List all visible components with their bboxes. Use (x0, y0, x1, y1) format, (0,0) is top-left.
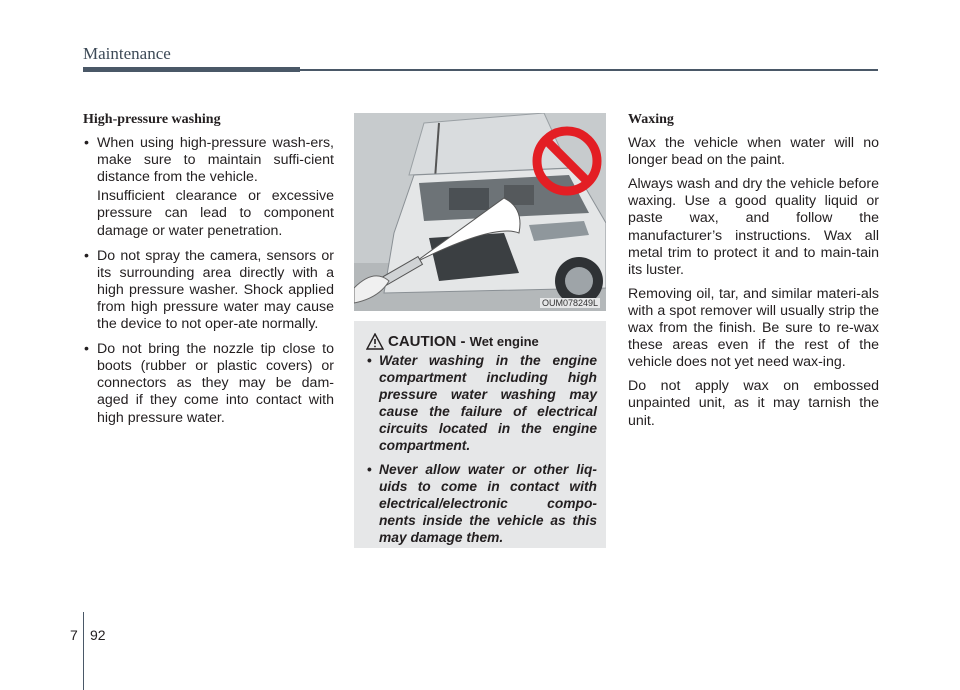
caution-title: CAUTION - (388, 333, 466, 350)
car-wash-drawing (354, 113, 606, 311)
header-rule-thin (300, 69, 878, 71)
waxing-paragraph: Removing oil, tar, and similar materi-als with a spot remover will usually strip the wax from the finish. Be sure to re-wax these areas even if the rest of the vehicle does not yet need wax-ing. (628, 285, 879, 371)
right-column (628, 111, 879, 437)
engine-wash-illustration (354, 113, 606, 311)
caution-heading (388, 333, 539, 350)
page-number: 92 (90, 627, 106, 643)
chapter-number: 7 (70, 627, 78, 643)
high-pressure-washing-heading: High-pressure washing (83, 112, 221, 127)
bullet-item: • When using high-pressure wash-ers, make sure to maintain suffi-cient distance from the vehicle. (83, 135, 334, 186)
header-rule-thick (83, 67, 300, 72)
bullet-sub-paragraph: Insufficient clearance or excessive pressure can lead to component damage or water penetration. (97, 188, 334, 239)
figure-code: OUM078249L (542, 298, 599, 308)
caution-box (354, 321, 606, 548)
section-header-title: Maintenance (83, 44, 171, 63)
waxing-paragraph: Wax the vehicle when water will no longer bead on the paint. (628, 135, 879, 169)
caution-triangle-icon (366, 333, 384, 350)
waxing-heading: Waxing (628, 112, 674, 127)
footer-divider (83, 612, 84, 690)
caution-item: • Water washing in the engine compartment including high pressure water washing may cause the failure of electrical circuits located in the engine compartment. (367, 353, 597, 454)
caution-item: • Never allow water or other liq-uids to come in contact with electrical/electronic compo-nents inside the vehicle as this may damage them. (367, 462, 597, 547)
caution-body (367, 353, 597, 555)
left-column (83, 111, 334, 435)
waxing-paragraph: Do not apply wax on embossed unpainted unit, as it may tarnish the unit. (628, 378, 879, 429)
waxing-paragraph: Always wash and dry the vehicle before waxing. Use a good quality liquid or paste wax, and follow the manufacturer’s instructions. Wax all metal trim to protect it and to main-tain its luster. (628, 176, 879, 278)
caution-subtitle: Wet engine (469, 334, 539, 349)
bullet-item: • Do not bring the nozzle tip close to boots (rubber or plastic covers) or connectors as they may be dam-aged if they come into contact with high pressure water. (83, 341, 334, 426)
bullet-item: • Do not spray the camera, sensors or its surrounding area directly with a high pressure washer. Shock applied from high pressure water may cause the device to not oper-ate normally. (83, 248, 334, 333)
